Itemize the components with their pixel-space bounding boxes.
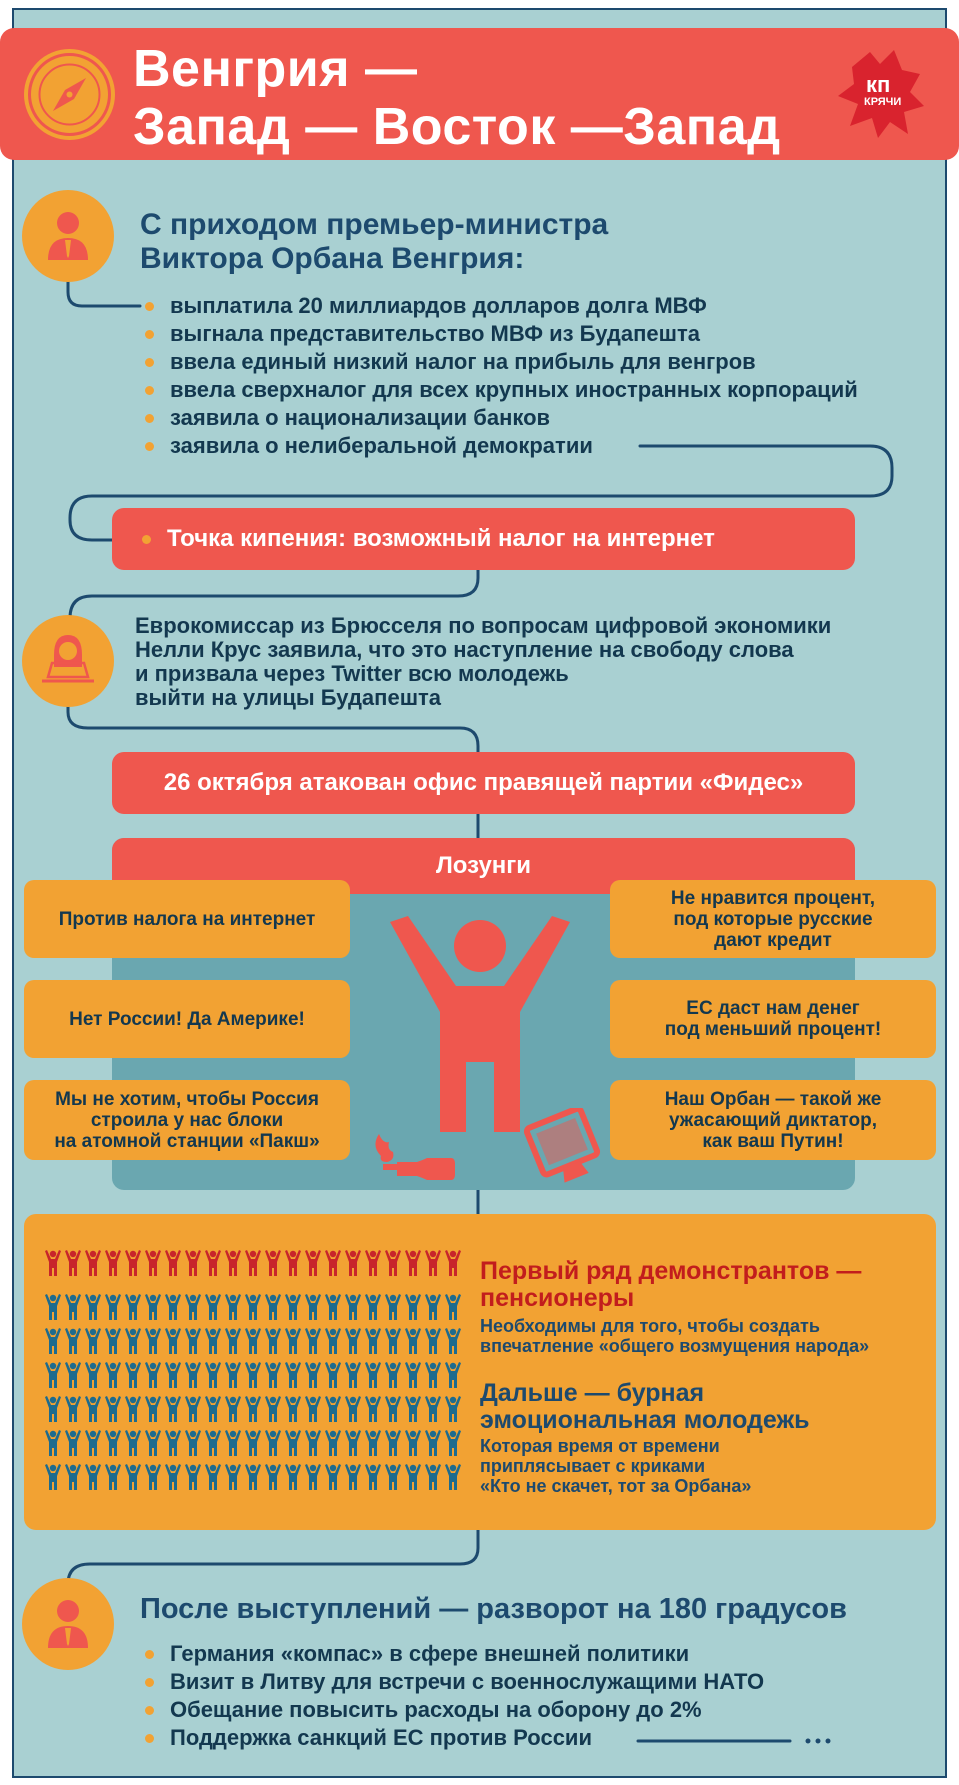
person-icon: [265, 1294, 281, 1320]
crowd-graphic: [44, 1250, 474, 1500]
person-icon: [405, 1430, 421, 1456]
person-icon: [445, 1362, 461, 1388]
attack-text: 26 октября атакован офис правящей партии «Фидес»: [163, 769, 804, 796]
section1-heading-1: С приходом премьер-министра: [140, 208, 609, 241]
person-icon: [265, 1250, 281, 1276]
person-icon: [145, 1328, 161, 1354]
person-icon: [345, 1430, 361, 1456]
person-icon: [285, 1250, 301, 1276]
person-icon: [45, 1396, 61, 1422]
after-heading: После выступлений — разворот на 180 градусов: [140, 1593, 847, 1625]
person-icon: [445, 1294, 461, 1320]
person-icon: [145, 1464, 161, 1490]
title-line-1: Венгрия —: [133, 40, 418, 98]
person-icon: [305, 1396, 321, 1422]
list-item: ввела единый низкий налог на прибыль для венгров: [140, 348, 858, 376]
slogan-left-2: Нет России! Да Америке!: [24, 980, 350, 1058]
person-icon: [245, 1328, 261, 1354]
person-icon: [85, 1362, 101, 1388]
person-icon: [245, 1250, 261, 1276]
person-icon: [205, 1464, 221, 1490]
person-icon: [165, 1464, 181, 1490]
person-icon: [165, 1294, 181, 1320]
person-icon: [245, 1430, 261, 1456]
person-icon: [85, 1328, 101, 1354]
person-icon: [385, 1250, 401, 1276]
person-icon: [425, 1362, 441, 1388]
person-icon: [205, 1430, 221, 1456]
person-icon: [205, 1250, 221, 1276]
person-icon: [265, 1430, 281, 1456]
person-icon: [305, 1430, 321, 1456]
person-icon: [405, 1396, 421, 1422]
list-item: заявила о нелиберальной демократии: [140, 432, 858, 460]
person-icon: [425, 1250, 441, 1276]
list-item: заявила о национализации банков: [140, 404, 858, 432]
politician-icon: [22, 190, 114, 282]
person-icon: [45, 1294, 61, 1320]
person-icon: [185, 1396, 201, 1422]
person-icon: [345, 1328, 361, 1354]
eurocommissioner-text: Еврокомиссар из Брюсселя по вопросам цифровой экономики Нелли Крус заявила, что это наступление на свободу слова и призвала через Twitter всю молодежь выйти на улицы Будапешта: [135, 613, 832, 710]
person-icon: [365, 1362, 381, 1388]
person-icon: [305, 1362, 321, 1388]
person-icon: [345, 1464, 361, 1490]
section1-list: [140, 292, 858, 460]
person-icon: [385, 1362, 401, 1388]
compass-icon: [24, 49, 115, 140]
person-icon: [125, 1294, 141, 1320]
person-icon: [85, 1250, 101, 1276]
broken-computer-icon: [520, 1108, 610, 1190]
woman-laptop-icon: [22, 615, 114, 707]
person-icon: [325, 1464, 341, 1490]
pensioners-text: Необходимы для того, чтобы создать впечатление «общего возмущения народа»: [480, 1316, 870, 1356]
person-icon: [445, 1430, 461, 1456]
person-icon: [185, 1362, 201, 1388]
person-icon: [105, 1430, 121, 1456]
person-icon: [85, 1294, 101, 1320]
molotov-icon: [365, 1130, 455, 1186]
slogan-right-3: Наш Орбан — такой же ужасающий диктатор, как ваш Путин!: [610, 1080, 936, 1160]
person-icon: [425, 1430, 441, 1456]
person-icon: [425, 1294, 441, 1320]
youth-text: Которая время от времени приплясывает с криками «Кто не скачет, тот за Орбана»: [480, 1436, 752, 1496]
person-icon: [365, 1396, 381, 1422]
person-icon: [85, 1430, 101, 1456]
person-icon: [305, 1464, 321, 1490]
logo-text-top: кп: [866, 72, 891, 97]
person-icon: [225, 1430, 241, 1456]
boiling-point-bar: [112, 508, 855, 570]
person-icon: [185, 1328, 201, 1354]
person-icon: [85, 1396, 101, 1422]
person-icon: [45, 1430, 61, 1456]
person-icon: [225, 1250, 241, 1276]
person-icon: [405, 1328, 421, 1354]
person-icon: [125, 1464, 141, 1490]
bullet-icon: [142, 535, 151, 544]
person-icon: [325, 1430, 341, 1456]
list-item: выгнала представительство МВФ из Будапешта: [140, 320, 858, 348]
person-icon: [225, 1396, 241, 1422]
person-icon: [345, 1294, 361, 1320]
person-icon: [165, 1362, 181, 1388]
person-icon: [445, 1464, 461, 1490]
person-icon: [325, 1396, 341, 1422]
person-icon: [185, 1464, 201, 1490]
person-icon: [225, 1328, 241, 1354]
person-icon: [325, 1328, 341, 1354]
person-icon: [305, 1250, 321, 1276]
person-icon: [385, 1430, 401, 1456]
person-icon: [285, 1396, 301, 1422]
person-icon: [185, 1250, 201, 1276]
person-icon: [405, 1250, 421, 1276]
person-icon: [145, 1396, 161, 1422]
person-icon: [105, 1294, 121, 1320]
boiling-point-text: Точка кипения: возможный налог на интернет: [167, 525, 715, 552]
person-icon: [65, 1250, 81, 1276]
list-item: выплатила 20 миллиардов долларов долга МВФ: [140, 292, 858, 320]
person-icon: [65, 1362, 81, 1388]
person-icon: [45, 1250, 61, 1276]
person-icon: [65, 1430, 81, 1456]
person-icon: [225, 1294, 241, 1320]
person-icon: [385, 1294, 401, 1320]
person-icon: [45, 1464, 61, 1490]
person-icon: [365, 1430, 381, 1456]
person-icon: [145, 1362, 161, 1388]
person-icon: [405, 1362, 421, 1388]
pensioners-title: Первый ряд демонстрантов — пенсионеры: [480, 1257, 862, 1312]
person-icon: [285, 1294, 301, 1320]
person-icon: [265, 1464, 281, 1490]
person-icon: [105, 1362, 121, 1388]
section1-heading-2: Виктора Орбана Венгрия:: [140, 242, 525, 275]
person-icon: [245, 1396, 261, 1422]
person-icon: [105, 1464, 121, 1490]
person-icon: [125, 1430, 141, 1456]
person-icon: [365, 1464, 381, 1490]
youth-title: Дальше — бурная эмоциональная молодежь: [480, 1379, 810, 1434]
person-icon: [325, 1362, 341, 1388]
person-icon: [45, 1328, 61, 1354]
person-icon: [285, 1362, 301, 1388]
person-icon: [165, 1430, 181, 1456]
logo-text-bottom: КРЯЧИ: [864, 96, 902, 108]
person-icon: [345, 1250, 361, 1276]
person-icon: [245, 1362, 261, 1388]
person-icon: [165, 1396, 181, 1422]
person-icon: [85, 1464, 101, 1490]
kp-logo: [832, 42, 932, 142]
person-icon: [105, 1328, 121, 1354]
slogans-title: Лозунги: [112, 838, 855, 894]
person-icon: [265, 1396, 281, 1422]
person-icon: [285, 1464, 301, 1490]
person-icon: [145, 1430, 161, 1456]
person-icon: [445, 1250, 461, 1276]
person-icon: [65, 1464, 81, 1490]
person-icon: [365, 1328, 381, 1354]
person-icon: [305, 1328, 321, 1354]
person-icon: [205, 1328, 221, 1354]
person-icon: [205, 1362, 221, 1388]
person-icon: [205, 1396, 221, 1422]
person-icon: [445, 1328, 461, 1354]
person-icon: [165, 1250, 181, 1276]
person-icon: [285, 1328, 301, 1354]
person-icon: [65, 1396, 81, 1422]
person-icon: [405, 1464, 421, 1490]
person-icon: [385, 1464, 401, 1490]
list-item: ввела сверхналог для всех крупных иностранных корпораций: [140, 376, 858, 404]
person-icon: [125, 1396, 141, 1422]
person-icon: [285, 1430, 301, 1456]
person-icon: [405, 1294, 421, 1320]
attack-bar: [112, 752, 855, 814]
person-icon: [365, 1250, 381, 1276]
slogan-left-1: Против налога на интернет: [24, 880, 350, 958]
person-icon: [305, 1294, 321, 1320]
slogan-left-3: Мы не хотим, чтобы Россия строила у нас блоки на атомной станции «Пакш»: [24, 1080, 350, 1160]
person-icon: [205, 1294, 221, 1320]
politician-icon-2: [22, 1578, 114, 1670]
person-icon: [125, 1328, 141, 1354]
person-icon: [45, 1362, 61, 1388]
person-icon: [65, 1294, 81, 1320]
person-icon: [425, 1396, 441, 1422]
person-icon: [145, 1294, 161, 1320]
person-icon: [225, 1362, 241, 1388]
person-icon: [385, 1396, 401, 1422]
slogan-right-1: Не нравится процент, под которые русские дают кредит: [610, 880, 936, 958]
person-icon: [365, 1294, 381, 1320]
person-icon: [105, 1396, 121, 1422]
person-icon: [345, 1362, 361, 1388]
person-icon: [125, 1250, 141, 1276]
person-icon: [445, 1396, 461, 1422]
list-item: Обещание повысить расходы на оборону до 2%: [140, 1696, 764, 1724]
person-icon: [65, 1328, 81, 1354]
person-icon: [185, 1294, 201, 1320]
person-icon: [325, 1250, 341, 1276]
person-icon: [265, 1328, 281, 1354]
person-icon: [105, 1250, 121, 1276]
list-item: Визит в Литву для встречи с военнослужащими НАТО: [140, 1668, 764, 1696]
after-list: [140, 1640, 764, 1752]
person-icon: [345, 1396, 361, 1422]
title-line-2: Запад — Восток —Запад: [133, 98, 781, 156]
person-icon: [165, 1328, 181, 1354]
person-icon: [425, 1464, 441, 1490]
person-icon: [225, 1464, 241, 1490]
person-icon: [245, 1294, 261, 1320]
person-icon: [325, 1294, 341, 1320]
person-icon: [385, 1328, 401, 1354]
slogan-right-2: ЕС даст нам денег под меньший процент!: [610, 980, 936, 1058]
person-icon: [245, 1464, 261, 1490]
person-icon: [145, 1250, 161, 1276]
list-item: Поддержка санкций ЕС против России: [140, 1724, 764, 1752]
list-item: Германия «компас» в сфере внешней политики: [140, 1640, 764, 1668]
person-icon: [185, 1430, 201, 1456]
person-icon: [425, 1328, 441, 1354]
person-icon: [265, 1362, 281, 1388]
person-icon: [125, 1362, 141, 1388]
